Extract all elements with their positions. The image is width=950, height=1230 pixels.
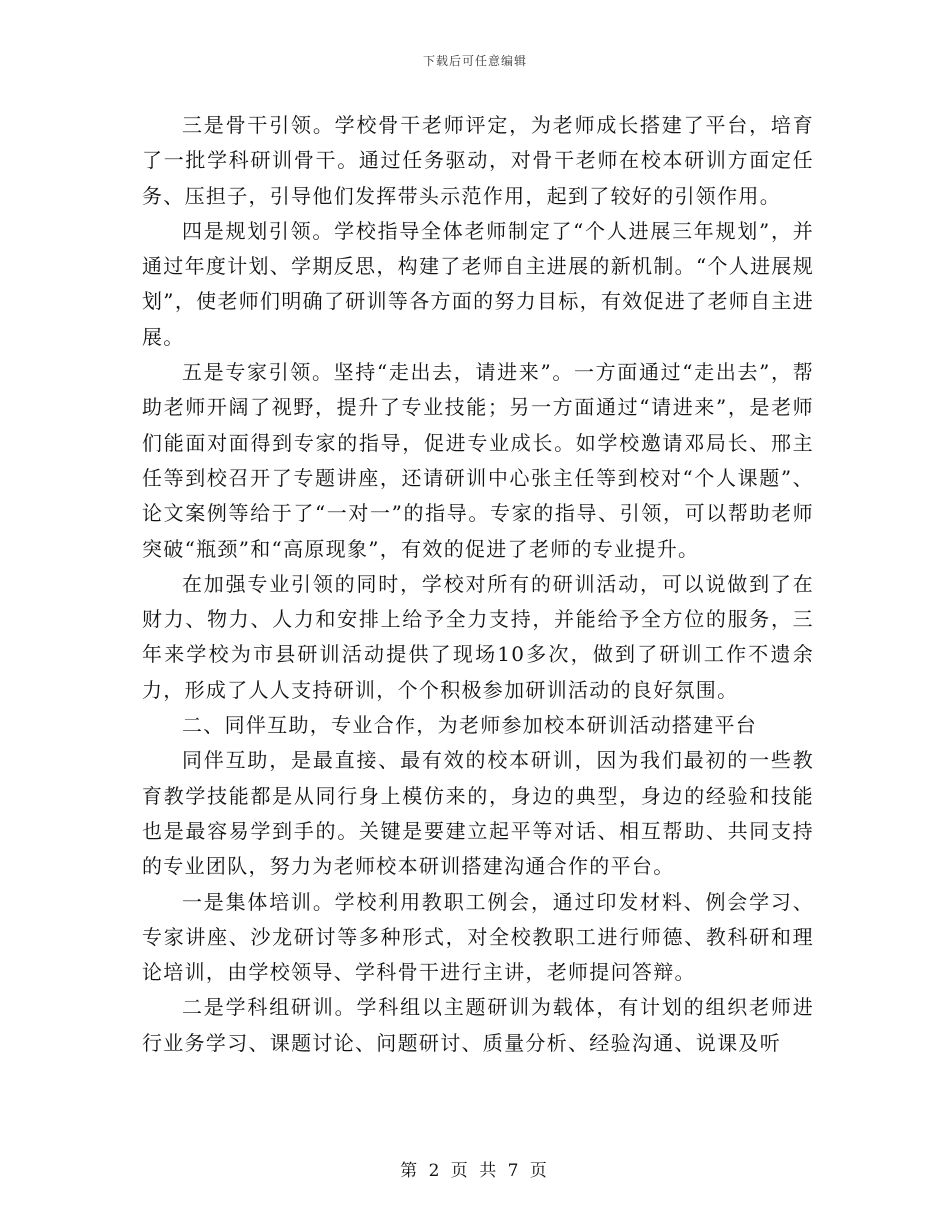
document-body [142, 108, 814, 1061]
paragraph-support: 在加强专业引领的同时，学校对所有的研训活动，可以说做到了在财力、物力、人力和安排上给予全力支持，并能给予全方位的服务，三年来学校为市县研训活动提供了现场10多次，做到了研训工作不遗余力，形成了人人支持研训，个个积极参加研训活动的良好氛围。 [142, 571, 814, 702]
paragraph-planning-leading: 四是规划引领。学校指导全体老师制定了“个人进展三年规划”，并通过年度计划、学期反思，构建了老师自主进展的新机制。“个人进展规划”，使老师们明确了研训等各方面的努力目标，有效促进了老师自主进展。 [142, 218, 814, 349]
page-header: 下载后可任意编辑 [422, 54, 527, 68]
page-number: 第 2 页 共 7 页 [400, 1161, 550, 1181]
section-heading-peer-help: 二、同伴互助，专业合作，为老师参加校本研训活动搭建平台 [182, 713, 758, 738]
paragraph-subject-group: 二是学科组研训。学科组以主题研训为载体，有计划的组织老师进行业务学习、课题讨论、问题研讨、质量分析、经验沟通、说课及听 [142, 995, 814, 1055]
paragraph-expert-leading: 五是专家引领。坚持“走出去，请进来”。一方面通过“走出去”，帮助老师开阔了视野，提升了专业技能；另一方面通过“请进来”，是老师们能面对面得到专家的指导，促进专业成长。如学校邀请邓局长、邢主任等到校召开了专题讲座，还请研训中心张主任等到校对“个人课题”、论文案例等给于了“一对一”的指导。专家的指导、引领，可以帮助老师突破“瓶颈”和“高原现象”，有效的促进了老师的专业提升。 [142, 360, 814, 561]
paragraph-backbone-leading: 三是骨干引领。学校骨干老师评定，为老师成长搭建了平台，培育了一批学科研训骨干。通过任务驱动，对骨干老师在校本研训方面定任务、压担子，引导他们发挥带头示范作用，起到了较好的引领作用。 [142, 113, 814, 208]
paragraph-group-training: 一是集体培训。学校利用教职工例会，通过印发材料、例会学习、专家讲座、沙龙研讨等多种形式，对全校教职工进行师德、教科研和理论培训，由学校领导、学科骨干进行主讲，老师提问答辩。 [142, 889, 814, 985]
paragraph-peer-help: 同伴互助，是最直接、最有效的校本研训，因为我们最初的一些教育教学技能都是从同行身上模仿来的，身边的典型，身边的经验和技能也是最容易学到手的。关键是要建立起平等对话、相互帮助、共同支持的专业团队，努力为老师校本研训搭建沟通合作的平台。 [142, 748, 814, 879]
